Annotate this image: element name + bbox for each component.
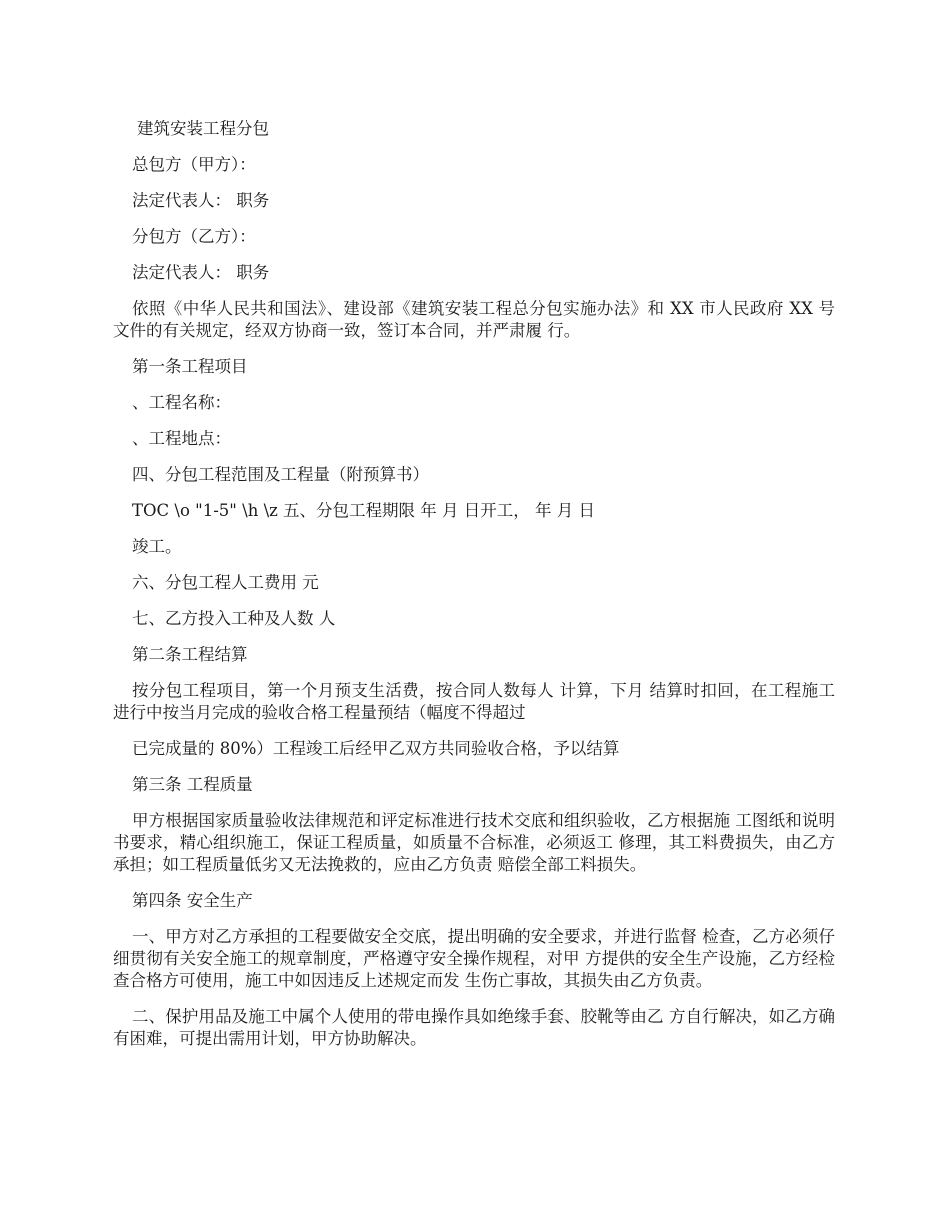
project-name-line: 、工程名称：: [132, 393, 231, 412]
project-location-line: 、工程地点：: [132, 429, 231, 448]
party-b-line: 分包方（乙方）：: [132, 227, 256, 246]
party-b-representative-line: 法定代表人： 职务: [132, 263, 270, 282]
article-1-heading: 第一条工程项目: [132, 357, 248, 376]
labor-cost-line: 六、分包工程人工费用 元: [132, 573, 319, 592]
document-page: [113, 118, 835, 1064]
party-a-line: 总包方（甲方）：: [132, 155, 256, 174]
preamble-paragraph: 依照《中华人民共和国法》、建设部《建筑安装工程总分包实施办法》和 XX 市人民政府 XX 号文件的有关规定，经双方协商一致，签订本合同，并严肃履 行。: [113, 299, 835, 340]
safety-paragraph-1: 一、甲方对乙方承担的工程要做安全交底，提出明确的安全要求，并进行监督 检查，乙方必须仔细贯彻有关安全施工的规章制度，严格遵守安全操作规程，对甲 方提供的安全生产设施，乙方经检查合格方可使用，施工中如因违反上述规定而发 生伤亡事故，其损失由乙方负责。: [113, 927, 835, 990]
quality-paragraph: 甲方根据国家质量验收法律规范和评定标准进行技术交底和组织验收，乙方根据施 工图纸和说明书要求，精心组织施工，保证工程质量，如质量不合标准，必须返工 修理，其工料费损失，由乙方承担；如工程质量低劣又无法挽救的，应由乙方负责 赔偿全部工料损失。: [113, 811, 835, 874]
settlement-paragraph: 按分包工程项目，第一个月预支生活费，按合同人数每人 计算，下月 结算时扣回，在工程施工进行中按当月完成的验收合格工程量预结（幅度不得超过: [113, 681, 835, 722]
safety-paragraph-2: 二、保护用品及施工中属个人使用的带电操作具如绝缘手套、胶靴等由乙 方自行解决，如乙方确有困难，可提出需用计划，甲方协助解决。: [113, 1007, 835, 1048]
article-2-heading: 第二条工程结算: [132, 645, 248, 664]
period-line: TOC \o "1-5" \h \z 五、分包工程期限 年 月 日开工， 年 月 日: [132, 501, 596, 520]
completion-line: 竣工。: [132, 537, 182, 556]
settlement-continuation: 已完成量的 80%）工程竣工后经甲乙双方共同验收合格，予以结算: [132, 739, 620, 758]
document-title: 建筑安装工程分包: [137, 119, 269, 138]
scope-line: 四、分包工程范围及工程量（附预算书）: [132, 465, 429, 484]
party-a-representative-line: 法定代表人： 职务: [132, 191, 270, 210]
article-4-heading: 第四条 安全生产: [132, 891, 253, 910]
workforce-line: 七、乙方投入工种及人数 人: [132, 609, 336, 628]
article-3-heading: 第三条 工程质量: [132, 775, 253, 794]
